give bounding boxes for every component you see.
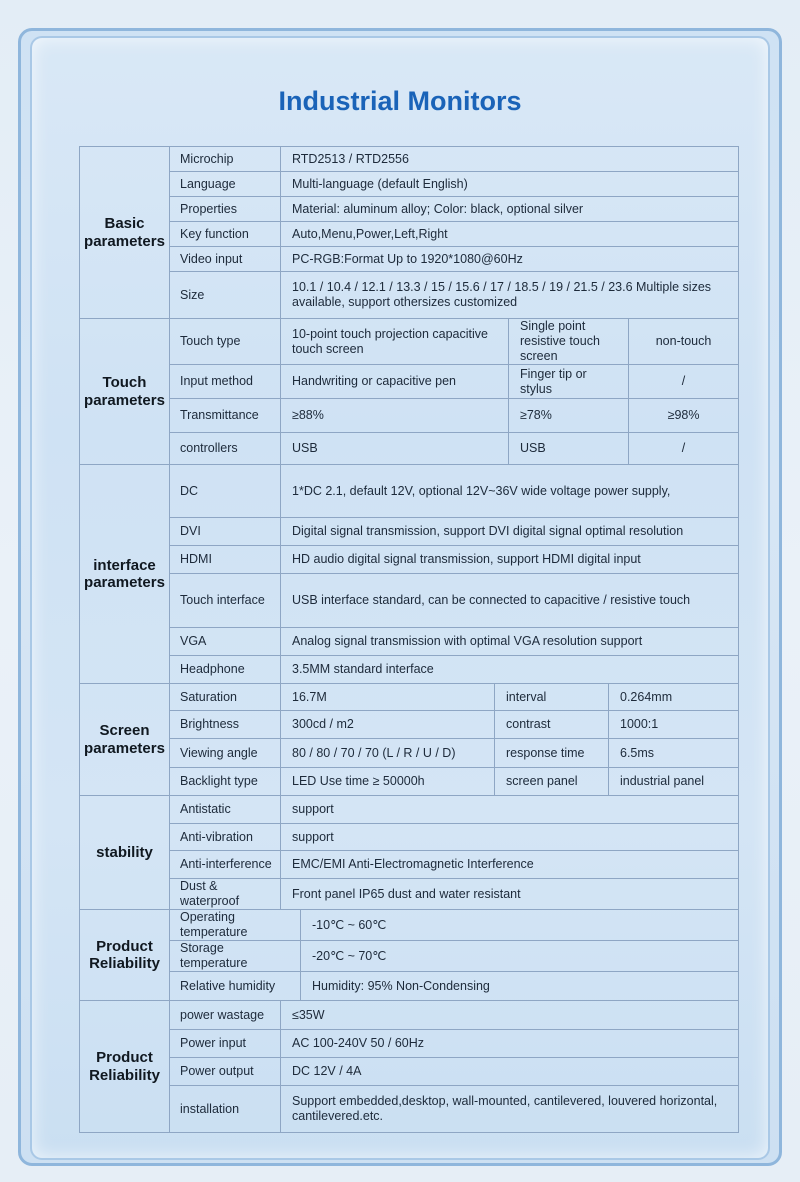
table-row (80, 272, 739, 319)
table-row (80, 247, 739, 272)
row-value: Analog signal transmission with optimal VGA resolution support (281, 628, 739, 656)
row-value: -10℃ ~ 60℃ (301, 910, 739, 941)
row-value: ≥78% (509, 399, 629, 433)
row-value: 80 / 80 / 70 / 70 (L / R / U / D) (281, 739, 495, 768)
row-value: PC-RGB:Format Up to 1920*1080@60Hz (281, 247, 739, 272)
row-value: 1000:1 (609, 711, 739, 739)
row-label: Language (170, 172, 281, 197)
section-title-reliability-power: Product Reliability (80, 1001, 170, 1133)
table-row (80, 739, 739, 768)
row-value: ≥98% (629, 399, 739, 433)
table-row (80, 546, 739, 574)
row-label: Anti-vibration (170, 824, 281, 851)
row-label: Power input (170, 1030, 281, 1058)
row-value: 16.7M (281, 684, 495, 711)
row-value: 3.5MM standard interface (281, 656, 739, 684)
row-value: 1*DC 2.1, default 12V, optional 12V~36V wide voltage power supply, (281, 465, 739, 518)
table-row (80, 824, 739, 851)
row-label: DVI (170, 518, 281, 546)
row-label: Storage temperature (170, 941, 301, 972)
table-row (80, 433, 739, 465)
row-value: 300cd / m2 (281, 711, 495, 739)
table-row (80, 465, 739, 518)
section-title-interface: interface parameters (80, 465, 170, 684)
row-label: screen panel (495, 768, 609, 796)
table-row (80, 518, 739, 546)
row-value: Humidity: 95% Non-Condensing (301, 972, 739, 1001)
row-label: response time (495, 739, 609, 768)
row-label: installation (170, 1086, 281, 1133)
table-row (80, 399, 739, 433)
row-value: HD audio digital signal transmission, support HDMI digital input (281, 546, 739, 574)
table-row (80, 319, 739, 365)
table-row (80, 1086, 739, 1133)
row-label: Transmittance (170, 399, 281, 433)
row-value: Support embedded,desktop, wall-mounted, cantilevered, louvered horizontal, cantilevered.etc. (281, 1086, 739, 1133)
row-value: support (281, 824, 739, 851)
row-label: Headphone (170, 656, 281, 684)
row-value: ≥88% (281, 399, 509, 433)
row-value: AC 100-240V 50 / 60Hz (281, 1030, 739, 1058)
row-value: EMC/EMI Anti-Electromagnetic Interference (281, 851, 739, 879)
table-row (80, 197, 739, 222)
row-label: Microchip (170, 147, 281, 172)
row-value: 10-point touch projection capacitive touch screen (281, 319, 509, 365)
row-label: Saturation (170, 684, 281, 711)
row-value: 0.264mm (609, 684, 739, 711)
table-row (80, 628, 739, 656)
spec-table (79, 146, 739, 1133)
row-value: Finger tip or stylus (509, 365, 629, 399)
section-title-screen: Screen parameters (80, 684, 170, 796)
row-label: Dust & waterproof (170, 879, 281, 910)
row-value: Front panel IP65 dust and water resistant (281, 879, 739, 910)
table-row (80, 147, 739, 172)
table-row (80, 910, 739, 941)
table-row (80, 1001, 739, 1030)
row-value: Handwriting or capacitive pen (281, 365, 509, 399)
table-row (80, 656, 739, 684)
row-label: Size (170, 272, 281, 319)
section-title-basic: Basic parameters (80, 147, 170, 319)
page-title: Industrial Monitors (278, 86, 522, 116)
row-label: Anti-interference (170, 851, 281, 879)
section-title-reliability: Product Reliability (80, 910, 170, 1001)
section-title-touch: Touch parameters (80, 319, 170, 465)
row-label: power wastage (170, 1001, 281, 1030)
row-value: RTD2513 / RTD2556 (281, 147, 739, 172)
table-row (80, 684, 739, 711)
row-label: Viewing angle (170, 739, 281, 768)
row-label: Properties (170, 197, 281, 222)
row-label: Input method (170, 365, 281, 399)
row-value: 10.1 / 10.4 / 12.1 / 13.3 / 15 / 15.6 / 17 / 18.5 / 19 / 21.5 / 23.6 Multiple sizes available, support othersizes customized (281, 272, 739, 319)
table-row (80, 879, 739, 910)
row-label: Key function (170, 222, 281, 247)
row-label: controllers (170, 433, 281, 465)
table-row (80, 222, 739, 247)
section-title-stability: stability (80, 796, 170, 910)
row-value: Single point resistive touch screen (509, 319, 629, 365)
row-value: USB (281, 433, 509, 465)
row-label: HDMI (170, 546, 281, 574)
row-label: contrast (495, 711, 609, 739)
row-label: interval (495, 684, 609, 711)
table-row (80, 768, 739, 796)
row-value: LED Use time ≥ 50000h (281, 768, 495, 796)
row-value: industrial panel (609, 768, 739, 796)
table-row (80, 941, 739, 972)
row-value: Material: aluminum alloy; Color: black, optional silver (281, 197, 739, 222)
table-row (80, 972, 739, 1001)
row-value: / (629, 365, 739, 399)
table-row (80, 365, 739, 399)
row-label: Touch type (170, 319, 281, 365)
table-row (80, 711, 739, 739)
row-value: Auto,Menu,Power,Left,Right (281, 222, 739, 247)
table-row (80, 574, 739, 628)
row-value: ≤35W (281, 1001, 739, 1030)
row-label: Touch interface (170, 574, 281, 628)
row-value: / (629, 433, 739, 465)
table-row (80, 1030, 739, 1058)
row-label: Antistatic (170, 796, 281, 824)
row-value: USB interface standard, can be connected to capacitive / resistive touch (281, 574, 739, 628)
row-label: Relative humidity (170, 972, 301, 1001)
row-value: Multi-language (default English) (281, 172, 739, 197)
row-value: DC 12V / 4A (281, 1058, 739, 1086)
table-row (80, 851, 739, 879)
row-value: USB (509, 433, 629, 465)
row-value: -20℃ ~ 70℃ (301, 941, 739, 972)
row-label: Backlight type (170, 768, 281, 796)
table-row (80, 796, 739, 824)
row-value: 6.5ms (609, 739, 739, 768)
row-label: Power output (170, 1058, 281, 1086)
row-value: non-touch (629, 319, 739, 365)
row-label: DC (170, 465, 281, 518)
table-row (80, 172, 739, 197)
row-label: VGA (170, 628, 281, 656)
row-label: Video input (170, 247, 281, 272)
table-row (80, 1058, 739, 1086)
row-value: support (281, 796, 739, 824)
row-label: Operating temperature (170, 910, 301, 941)
row-label: Brightness (170, 711, 281, 739)
row-value: Digital signal transmission, support DVI digital signal optimal resolution (281, 518, 739, 546)
